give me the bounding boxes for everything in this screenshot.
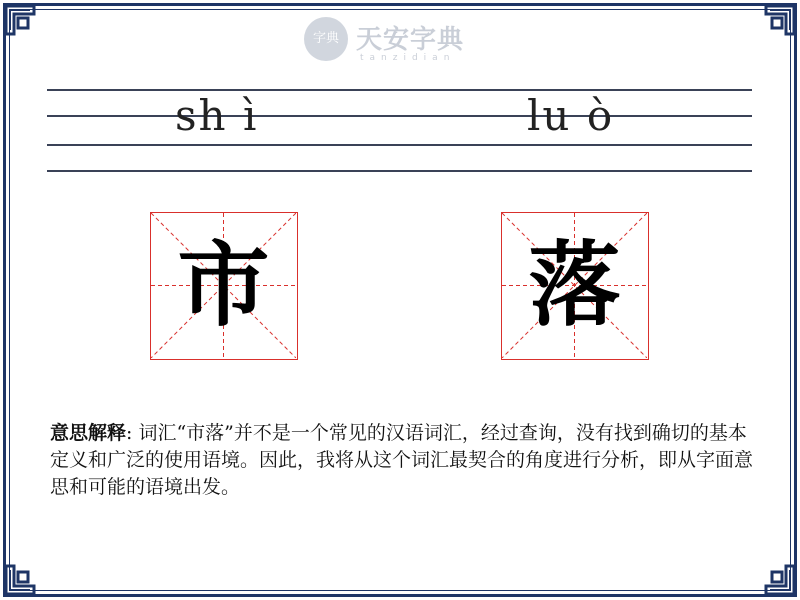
corner-ornament-icon — [4, 556, 44, 596]
pinyin-guide-line — [47, 144, 752, 146]
pinyin-guide-line — [47, 115, 752, 117]
logo-name: 天安字典 — [356, 25, 465, 55]
logo-seal-icon: 字典 — [304, 17, 348, 61]
character-grid-1 — [150, 212, 298, 360]
character-2: 落 — [528, 231, 621, 339]
pinyin-2: lu ò — [527, 91, 615, 140]
character-grid-2 — [501, 212, 649, 360]
inner-border — [9, 9, 791, 591]
character-1: 市 — [177, 231, 270, 339]
pinyin-guide-line — [47, 170, 752, 172]
explanation-paragraph — [50, 420, 755, 501]
corner-ornament-icon — [4, 4, 44, 44]
pinyin-1: sh ì — [175, 91, 259, 140]
explanation-label: 意思解释 — [50, 422, 127, 444]
explanation-text: : 词汇“市落”并不是一个常见的汉语词汇，经过查询，没有找到确切的基本定义和广泛的使用语境。因此，我将从这个词汇最契合的角度进行分析，即从字面意思和可能的语境出发。 — [50, 422, 754, 498]
logo-subtitle: tanzidian — [360, 53, 456, 63]
pinyin-guide-line — [47, 89, 752, 91]
corner-ornament-icon — [756, 556, 796, 596]
corner-ornament-icon — [756, 4, 796, 44]
watermark-logo — [300, 15, 500, 70]
